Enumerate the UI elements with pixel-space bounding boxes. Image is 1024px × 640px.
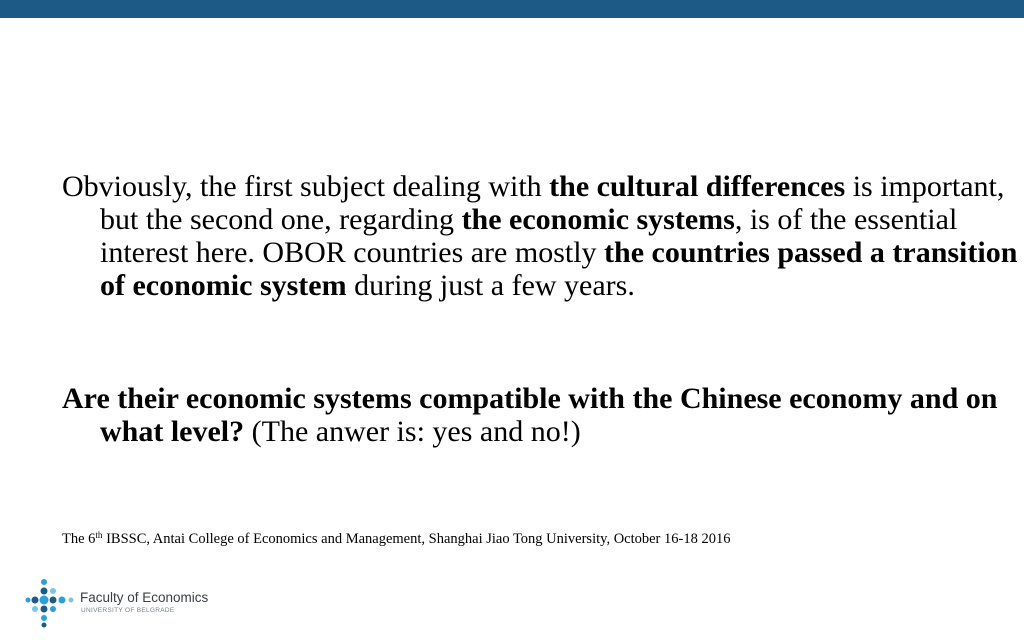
paragraph-text: is important, but the second one, regarding (100, 170, 1005, 236)
answer-text: (The anwer is: yes and no!) (244, 415, 581, 448)
footer-rest: IBSSC, Antai College of Economics and Management, Shanghai Jiao Tong University, October 16-18 2016 (102, 531, 731, 547)
paragraph-text: Obviously, the first subject dealing with (62, 170, 550, 203)
paragraph-text: during just a few years. (346, 269, 635, 302)
paragraph-bold-text: the countries passed a transition of economic system (100, 236, 1018, 302)
conference-footer (62, 530, 730, 548)
paragraph-bold-text: the cultural differences (549, 170, 846, 203)
logo-subtitle: UNIVERSITY OF BELGRADE (81, 607, 175, 614)
footer-prefix: The 6 (62, 531, 96, 547)
footer-superscript: th (95, 530, 103, 540)
main-paragraph (62, 170, 1020, 302)
dots-cross-logo-icon (25, 578, 75, 628)
paragraph-text: , is of the essential interest here. OBOR countries are mostly (100, 203, 958, 269)
question-bold-text: Are their economic systems compatible with the Chinese economy and on what level? (62, 382, 998, 448)
paragraph-bold-text: the economic systems (461, 203, 735, 236)
logo-title: Faculty of Economics (80, 590, 209, 605)
top-bar (0, 0, 1024, 18)
faculty-logo (25, 578, 225, 628)
question-paragraph (62, 382, 1020, 448)
